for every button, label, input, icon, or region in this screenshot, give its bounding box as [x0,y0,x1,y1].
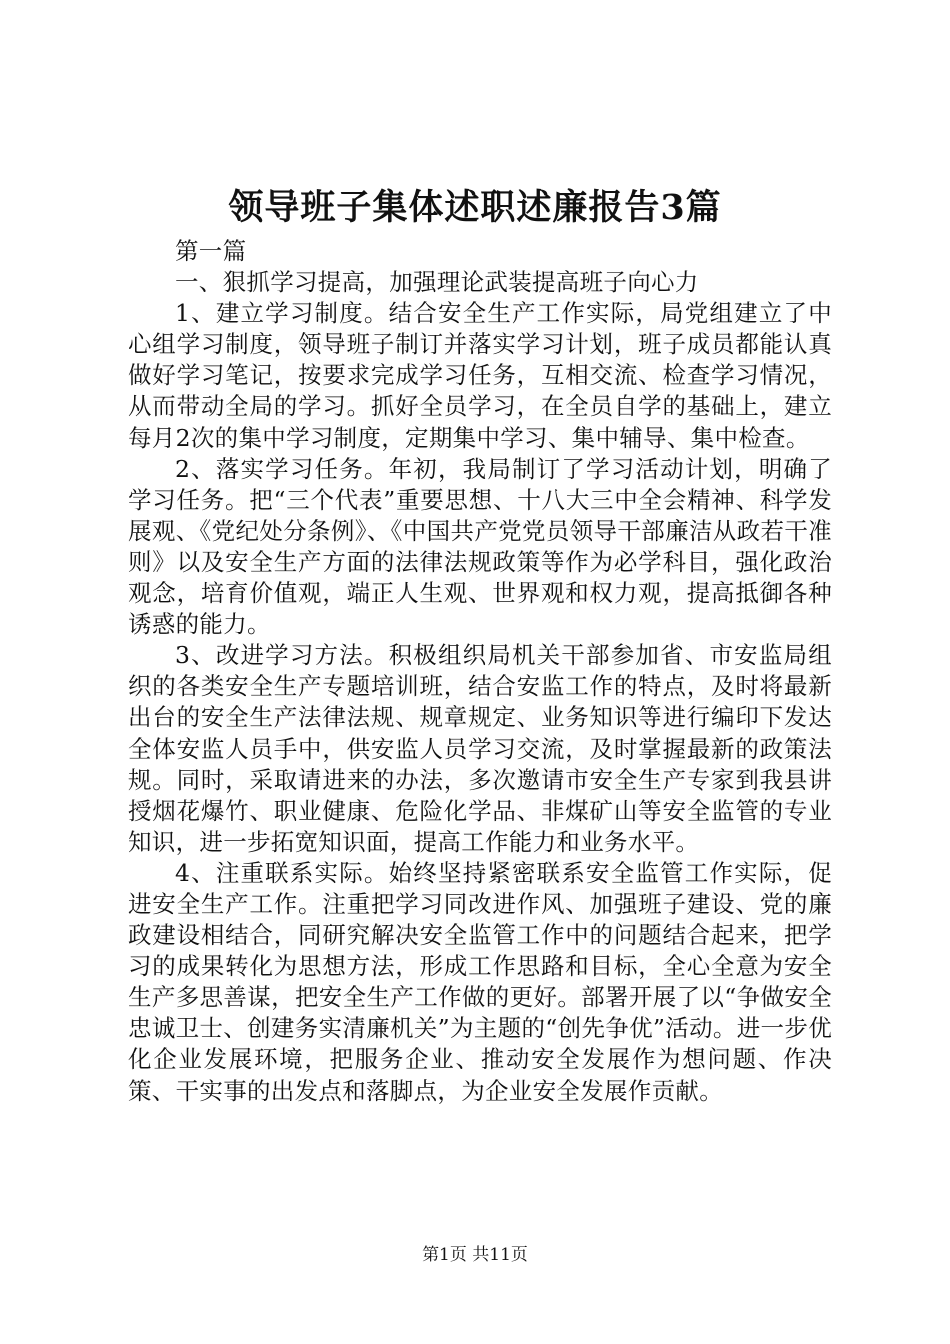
subsection-heading: 一、狠抓学习提高，加强理论武装提高班子向心力 [175,268,699,297]
paragraph: 2、落实学习任务。年初，我局制订了学习活动计划，明确了学习任务。把“三个代表”重要思想、十八大三中全会精神、科学发展观、《党纪处分条例》、《中国共产党党员领导干部廉洁从政若干准则》以及安全生产方面的法律法规政策等作为必学科目，强化政治观念，培育价值观，端正人生观、世界观和权力观，提高抵御各种诱惑的能力。 [128,454,832,639]
section-heading: 第一篇 [175,237,247,265]
paragraph: 4、注重联系实际。始终坚持紧密联系安全监管工作实际，促进安全生产工作。注重把学习同改进作风、加强班子建设、党的廉政建设相结合，同研究解决安全监管工作中的问题结合起来，把学习的成果转化为思想方法，形成工作思路和目标，全心全意为安全生产多思善谋，把安全生产工作做的更好。部署开展了以“争做安全忠诚卫士、创建务实清廉机关”为主题的“创先争优”活动。进一步优化企业发展环境，把服务企业、推动安全发展作为想问题、作决策、干实事的出发点和落脚点，为企业安全发展作贡献。 [128,858,832,1105]
paragraph: 3、改进学习方法。积极组织局机关干部参加省、市安监局组织的各类安全生产专题培训班，结合安监工作的特点，及时将最新出台的安全生产法律法规、规章规定、业务知识等进行编印下发达全体安监人员手中，供安监人员学习交流，及时掌握最新的政策法规。同时，采取请进来的办法，多次邀请市安全生产专家到我县讲授烟花爆竹、职业健康、危险化学品、非煤矿山等安全监管的专业知识，进一步拓宽知识面，提高工作能力和业务水平。 [128,641,832,856]
page-number-footer: 第1页 共11页 [422,1245,528,1265]
document-title: 领导班子集体述职述廉报告3篇 [228,187,722,228]
document-body [128,236,832,1107]
paragraph: 1、建立学习制度。结合安全生产工作实际，局党组建立了中心组学习制度，领导班子制订并落实学习计划，班子成员都能认真做好学习笔记，按要求完成学习任务，互相交流、检查学习情况，从而带动全局的学习。抓好全员学习，在全员自学的基础上，建立每月2次的集中学习制度，定期集中学习、集中辅导、集中检查。 [128,299,832,452]
